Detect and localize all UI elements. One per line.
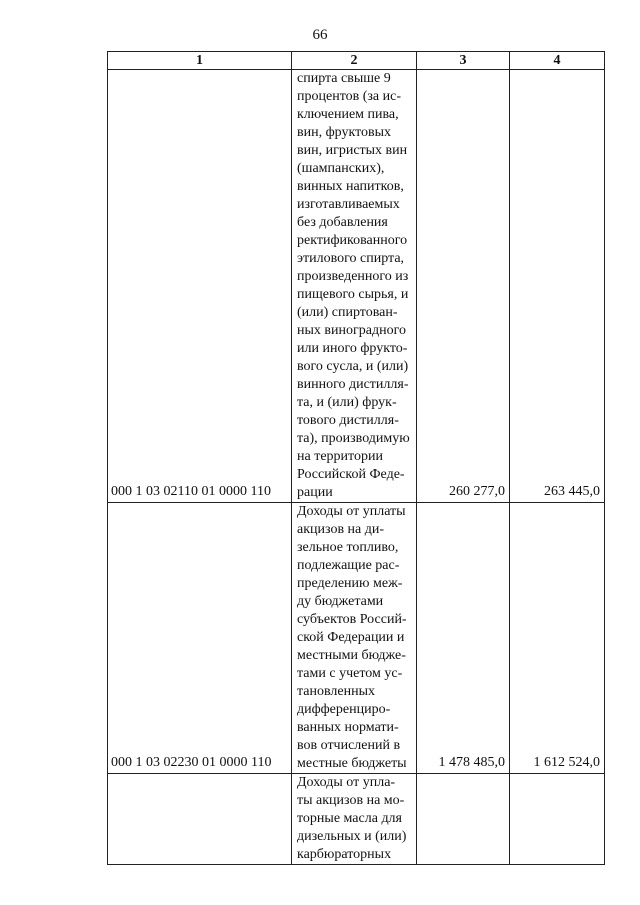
description-line: подлежащие рас- — [297, 558, 400, 573]
column-header-4: 4 — [510, 52, 605, 70]
column-header-3: 3 — [417, 52, 510, 70]
description-line: Доходы от уплаты — [297, 504, 406, 519]
description-line: ской Федерации и — [297, 630, 405, 645]
description-line: тами с учетом ус- — [297, 666, 403, 681]
description-line: та, и (или) фрук- — [297, 395, 397, 410]
description-line: местными бюдже- — [297, 648, 406, 663]
description-line: без добавления — [297, 215, 388, 230]
description-line: дизельных и (или) — [297, 829, 407, 844]
description-line: этилового спирта, — [297, 251, 405, 266]
description-line: процентов (за ис- — [297, 89, 402, 104]
description-line: торные масла для — [297, 811, 402, 826]
amount-column-4-cell: 263 445,0 — [510, 70, 605, 503]
description-line: ты акцизов на мо- — [297, 793, 405, 808]
table-row — [108, 503, 605, 774]
budget-code-cell — [108, 774, 292, 865]
description-cell — [292, 774, 417, 865]
description-line: вин, игристых вин — [297, 143, 408, 158]
description-line: спирта свыше 9 — [297, 71, 391, 86]
description-line: зельное топливо, — [297, 540, 399, 555]
description-line: рации — [297, 485, 333, 500]
budget-code-cell: 000 1 03 02230 01 0000 110 — [108, 503, 292, 774]
description-line: (или) спиртован- — [297, 305, 398, 320]
table-header-row — [108, 52, 605, 70]
description-line: та), производимую — [297, 431, 410, 446]
description-line: на территории — [297, 449, 383, 464]
budget-code-cell: 000 1 03 02110 01 0000 110 — [108, 70, 292, 503]
description-line: субъектов Россий- — [297, 612, 407, 627]
description-line: Доходы от упла- — [297, 775, 396, 790]
description-line: пределению меж- — [297, 576, 403, 591]
description-line: вин, фруктовых — [297, 125, 392, 140]
description-line: ключением пива, — [297, 107, 399, 122]
description-line: или иного фрукто- — [297, 341, 408, 356]
description-line: вов отчислений в — [297, 738, 401, 753]
column-header-1: 1 — [108, 52, 292, 70]
column-header-2: 2 — [292, 52, 417, 70]
description-line: ректификованного — [297, 233, 408, 248]
description-line: акцизов на ди- — [297, 522, 385, 537]
description-line: (шампанских), — [297, 161, 385, 176]
amount-column-3-cell: 260 277,0 — [417, 70, 510, 503]
amount-column-3-cell: 1 478 485,0 — [417, 503, 510, 774]
amount-column-4-cell — [510, 774, 605, 865]
description-cell — [292, 503, 417, 774]
description-line: ду бюджетами — [297, 594, 384, 609]
amount-column-4-cell: 1 612 524,0 — [510, 503, 605, 774]
description-line: вого сусла, и (или) — [297, 359, 409, 374]
description-line: произведенного из — [297, 269, 409, 284]
amount-column-3-cell — [417, 774, 510, 865]
description-line: ных виноградного — [297, 323, 406, 338]
revenue-table — [107, 51, 605, 865]
description-line: ванных нормати- — [297, 720, 399, 735]
page-number: 66 — [312, 27, 328, 43]
description-line: тового дистилля- — [297, 413, 399, 428]
description-line: пищевого сырья, и — [297, 287, 409, 302]
table-row — [108, 70, 605, 503]
description-line: Российской Феде- — [297, 467, 405, 482]
description-line: винных напитков, — [297, 179, 404, 194]
description-line: дифференциро- — [297, 702, 391, 717]
description-line: местные бюджеты — [297, 756, 407, 771]
description-line: тановленных — [297, 684, 376, 699]
description-cell — [292, 70, 417, 503]
description-line: винного дистилля- — [297, 377, 409, 392]
description-line: карбюраторных — [297, 847, 392, 862]
table-row — [108, 774, 605, 865]
description-line: изготавливаемых — [297, 197, 400, 212]
